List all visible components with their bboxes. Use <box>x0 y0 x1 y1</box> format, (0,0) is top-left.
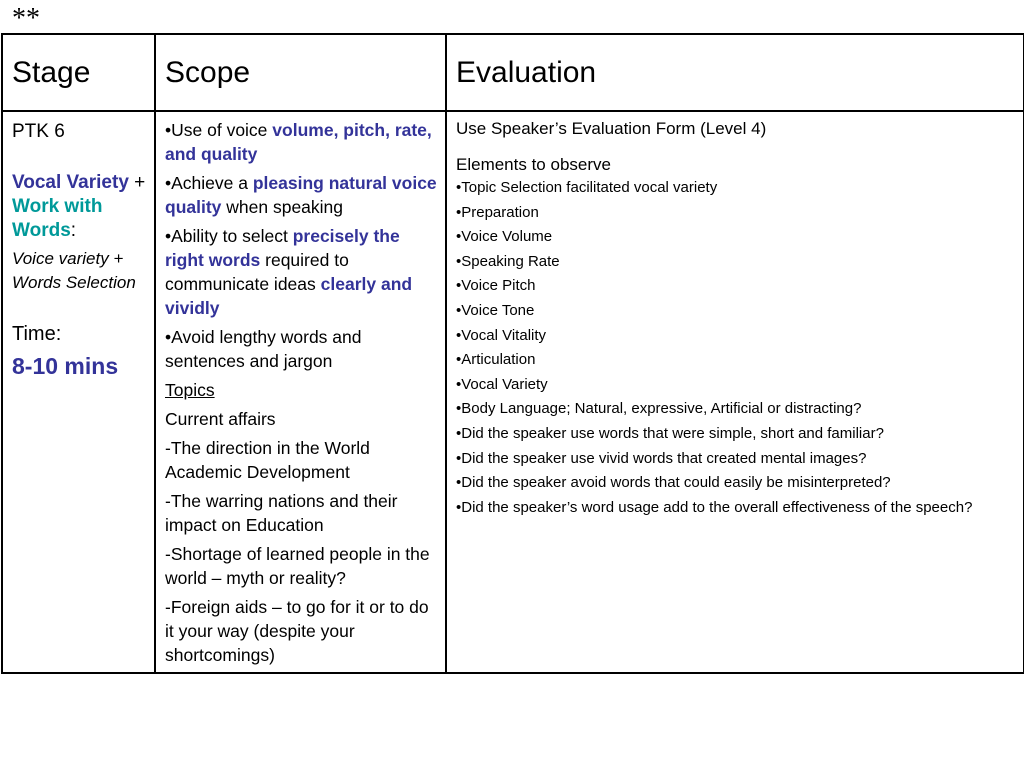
eval-item: •Topic Selection facilitated vocal variety <box>456 179 718 196</box>
evaluation-cell <box>446 111 1024 673</box>
eval-item: •Did the speaker avoid words that could easily be misinterpreted? <box>456 474 891 492</box>
eval-item: •Body Language; Natural, expressive, Artificial or distracting? <box>456 400 862 418</box>
eval-item: •Voice Pitch <box>456 277 536 295</box>
topic-item: Current affairs <box>165 409 276 429</box>
stage-cell <box>2 111 155 673</box>
eval-item: •Did the speaker use words that were simple, short and familiar? <box>456 424 884 442</box>
topic-item: -The direction in the World Academic Development <box>165 438 370 482</box>
time-value: 8-10 mins <box>12 353 119 379</box>
scope-item: •Avoid lengthy words and sentences and jargon <box>165 327 362 371</box>
topic-item: -Foreign aids – to go for it or to do it your way (despite your shortcomings) <box>165 597 429 665</box>
topics-heading: Topics <box>165 380 215 400</box>
evaluation-form: Use Speaker’s Evaluation Form (Level 4) <box>456 119 767 138</box>
plus-sign: + <box>128 172 146 193</box>
colon: : <box>70 220 77 241</box>
stage-subtitle: Voice variety + Words Selection <box>12 249 136 292</box>
header-row <box>2 34 1024 111</box>
scope-cell <box>155 111 446 673</box>
eval-item: •Articulation <box>456 351 536 369</box>
header-scope: Scope <box>155 34 446 111</box>
header-stage: Stage <box>2 34 155 111</box>
speech-project-table <box>1 33 1024 674</box>
eval-item: •Voice Tone <box>456 301 535 319</box>
stage-code: PTK 6 <box>12 121 65 142</box>
eval-item: •Did the speaker’s word usage add to the overall effectiveness of the speech? <box>456 498 973 516</box>
topic-item: -The warring nations and their impact on Education <box>165 491 398 535</box>
header-evaluation: Evaluation <box>446 34 1024 111</box>
slide-mark: ** <box>12 3 40 34</box>
work-with-words-label: Work with Words <box>12 196 103 241</box>
eval-item: •Vocal Variety <box>456 375 548 393</box>
eval-item: •Vocal Vitality <box>456 326 547 344</box>
eval-item: •Did the speaker use vivid words that created mental images? <box>456 449 867 467</box>
eval-item: •Preparation <box>456 203 539 221</box>
scope-item: •Achieve a pleasing natural voice quality when speaking <box>165 173 437 217</box>
scope-item: •Use of voice volume, pitch, rate, and quality <box>165 120 432 164</box>
scope-item: •Ability to select precisely the right words required to communicate ideas clearly and vividly <box>165 226 413 318</box>
stage-title <box>12 171 146 243</box>
time-label: Time: <box>12 323 62 345</box>
vocal-variety-label: Vocal Variety <box>12 172 129 193</box>
eval-item: •Speaking Rate <box>456 252 560 270</box>
topic-item: -Shortage of learned people in the world – myth or reality? <box>165 544 430 588</box>
content-row <box>2 111 1024 673</box>
eval-item: •Voice Volume <box>456 228 553 246</box>
elements-heading: Elements to observe <box>456 155 611 174</box>
